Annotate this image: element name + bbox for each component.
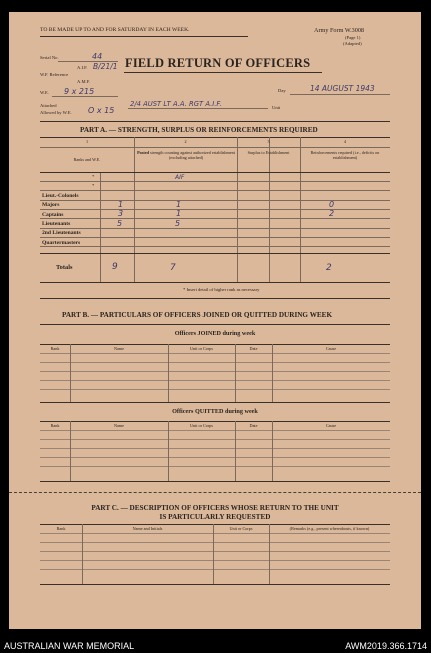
aif-reference: B/21/1 <box>93 62 118 71</box>
day-line <box>290 94 390 95</box>
archive-footer <box>0 638 431 653</box>
day-label: Day <box>278 88 286 93</box>
joined-col-name: Name <box>114 346 124 351</box>
quitted-col-rank: Rank <box>50 423 60 428</box>
we-value: 9 x 215 <box>64 87 95 96</box>
posted-majors: 1 <box>176 200 182 209</box>
unit-line <box>128 108 268 109</box>
col-3-number: 3 <box>267 139 270 144</box>
title-underline <box>124 72 322 73</box>
allowed-value: O x 15 <box>88 106 115 115</box>
form-number: Army Form W.3008 <box>314 27 365 34</box>
rank-lieut-colonels: Lieut.-Colonels <box>42 193 79 199</box>
joined-title: Officers JOINED during week <box>174 330 256 337</box>
we-lieutenants: 5 <box>117 219 123 228</box>
star-row-1: * <box>92 174 95 179</box>
rank-quartermasters: Quartermasters <box>42 240 81 246</box>
day-value: 14 AUGUST 1943 <box>310 84 375 93</box>
col-2-header <box>136 151 236 160</box>
serial-value: 44 <box>92 52 103 61</box>
we-captains: 3 <box>118 209 124 218</box>
part-c-title-line-2: IS PARTICULARLY REQUESTED <box>159 513 271 521</box>
rank-captains: Captains <box>42 212 64 218</box>
archive-name: AUSTRALIAN WAR MEMORIAL <box>4 641 135 651</box>
aif-note: AIF <box>175 174 185 181</box>
we-majors: 1 <box>118 200 124 209</box>
star-row-2: * <box>92 183 95 188</box>
col-4-header: Reinforcements required (i.e., deficits on establishment) <box>310 150 380 160</box>
archive-reference: AWM2019.366.1714 <box>345 641 427 651</box>
allowed-label: Allowed by W.E. <box>40 110 72 115</box>
quitted-col-unit: Unit or Corps <box>189 423 214 428</box>
aif-label: A.I.F. <box>77 65 88 70</box>
col-2-header-text: strength counting against authorized establishment (excluding attached) <box>150 150 235 160</box>
reinf-majors: 0 <box>329 200 335 209</box>
totals-we: 9 <box>112 262 118 272</box>
part-a-bottom-rule <box>40 298 390 299</box>
form-title: FIELD RETURN OF OFFICERS <box>125 56 311 70</box>
joined-col-rank: Rank <box>50 346 60 351</box>
col-4-number: 4 <box>343 139 347 144</box>
we-line <box>52 96 118 97</box>
part-a-footnote: * Insert detail of higher rank as necessary <box>183 287 260 292</box>
unit-value: 2/4 AUST LT A.A. RGT A.I.F. <box>130 100 222 108</box>
instruction-underline <box>40 36 248 37</box>
part-c-title-line-1: PART C. — DESCRIPTION OF OFFICERS WHOSE RETURN TO THE UNIT <box>91 504 339 512</box>
reinf-captains: 2 <box>329 209 335 218</box>
instruction-text: TO BE MADE UP TO AND FOR SATURDAY IN EACH WEEK. <box>40 27 190 33</box>
col-2-header-bold: Posted <box>137 150 149 155</box>
totals-reinf: 2 <box>326 263 332 273</box>
part-c-col-unit: Unit or Corps <box>229 526 253 531</box>
col-2-number: 2 <box>184 139 187 144</box>
joined-table <box>40 344 390 402</box>
quitted-col-name: Name <box>114 423 124 428</box>
amf-label: A.M.F. <box>77 79 91 84</box>
col-3-header: Surplus to Establishment <box>247 150 290 155</box>
perforation-line <box>9 492 421 493</box>
we-label: W.E. <box>40 90 50 95</box>
quitted-title: Officers QUITTED during week <box>172 408 258 415</box>
posted-captains: 1 <box>176 209 182 218</box>
serial-label: Serial No. <box>40 55 59 60</box>
rank-lieutenants: Lieutenants <box>42 221 71 227</box>
part-c-col-rank: Rank <box>56 526 66 531</box>
totals-posted: 7 <box>170 263 176 273</box>
totals-label: Totals <box>56 264 73 271</box>
joined-col-cause: Cause <box>325 346 337 351</box>
rank-majors: Majors <box>42 202 60 208</box>
part-a-title: PART A. — STRENGTH, SURPLUS OR REINFORCEMENTS REQUIRED <box>80 126 318 134</box>
quitted-col-date: Date <box>249 423 258 428</box>
posted-lieutenants: 5 <box>175 219 181 228</box>
attached-label: Attached <box>40 103 57 108</box>
part-b-title: PART B. — PARTICULARS OF OFFICERS JOINED OR QUITTED DURING WEEK <box>62 311 333 319</box>
joined-col-date: Date <box>249 346 258 351</box>
part-c-table <box>40 524 390 584</box>
col-1-header: Ranks and W.E. <box>73 157 101 162</box>
part-b-title-rule <box>40 324 390 325</box>
unit-label: Unit <box>272 105 281 110</box>
quitted-col-cause: Cause <box>325 423 337 428</box>
quitted-table <box>40 421 390 481</box>
part-a-top-rule <box>40 121 390 122</box>
wf-reference-label: W.F. Reference <box>40 72 69 77</box>
part-c-col-name: Name and Initials <box>132 526 163 531</box>
form-page-number: (Page 1) <box>345 35 361 40</box>
part-c-col-remarks: (Remarks (e.g., present whereabouts, if known) <box>289 526 370 531</box>
joined-col-unit: Unit or Corps <box>189 346 214 351</box>
rank-2nd-lieutenants: 2nd Lieutenants <box>42 230 81 236</box>
col-1-number: 1 <box>85 139 89 144</box>
form-adapted: (Adapted) <box>343 41 362 46</box>
